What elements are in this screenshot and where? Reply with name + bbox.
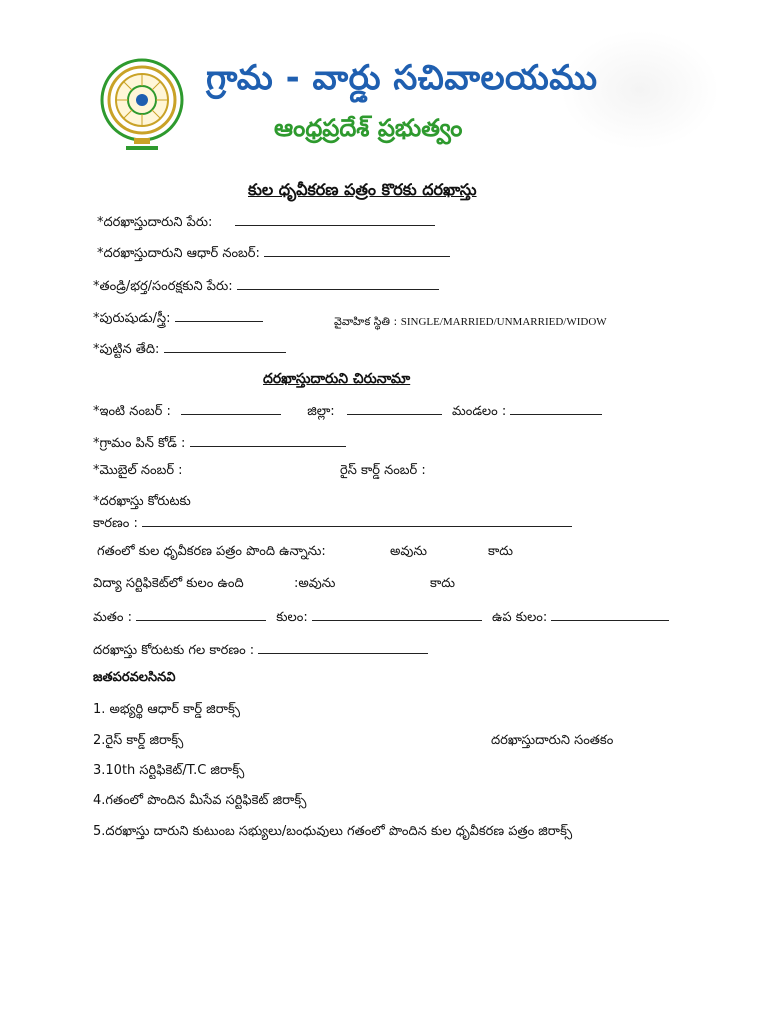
guardian-label: *తండ్రి/భర్త/సంరక్షకుని పేరు: [93, 279, 233, 294]
reason-for-request-field[interactable] [258, 641, 428, 654]
reason-label-line1: *దరఖాస్తు కోరుటకు [93, 494, 191, 509]
caste-field[interactable] [312, 608, 482, 621]
subcaste-field[interactable] [551, 608, 669, 621]
study-cert-no[interactable]: కాదు [430, 576, 455, 591]
applicant-signature-label: దరఖాస్తుదారుని సంతకం [491, 733, 614, 748]
house-district-mandal-row [93, 402, 602, 422]
applicant-name-label: *దరఖాస్తుదారుని పేరు: [97, 215, 213, 230]
aadhaar-label: *దరఖాస్తుదారుని ఆధార్ నంబర్: [97, 246, 260, 261]
religion-caste-row [93, 608, 669, 628]
house-no-field[interactable] [181, 402, 281, 415]
guardian-row [93, 277, 439, 297]
study-cert-label: విద్యా సర్టిఫికెట్‌లో కులం ఉంది [93, 576, 244, 591]
reason-field[interactable] [142, 514, 572, 527]
marital-status-label: వైవాహిక స్థితి : [334, 315, 398, 328]
mobile-label[interactable]: *మొబైల్ నంబర్ : [93, 463, 183, 478]
applicant-name-field[interactable] [235, 213, 435, 226]
applicant-name-row [97, 213, 435, 233]
form-heading: కుల ధృవీకరణ పత్రం కొరకు దరఖాస్తు [248, 180, 477, 199]
enclosure-item: 2.రైస్ కార్డ్ జిరాక్స్ [93, 733, 184, 748]
district-field[interactable] [347, 402, 442, 415]
gender-label: *పురుషుడు/స్త్రీ: [93, 311, 171, 326]
previous-cert-no[interactable]: కాదు [488, 544, 513, 559]
marital-status-row [334, 315, 607, 331]
village-pin-field[interactable] [190, 434, 346, 447]
reason-row [93, 514, 572, 534]
ap-emblem-icon [100, 54, 184, 158]
dob-row [93, 340, 286, 360]
form-header [94, 44, 598, 164]
reason-for-request-label: దరఖాస్తు కోరుటకు గల కారణం : [93, 643, 255, 658]
subcaste-label: ఉప కులం: [492, 610, 548, 625]
village-pin-row [93, 434, 346, 454]
guardian-field[interactable] [237, 277, 439, 290]
aadhaar-row [97, 244, 450, 264]
study-cert-yes[interactable]: :అవును [294, 576, 336, 591]
aadhaar-field[interactable] [264, 244, 450, 257]
mandal-label: మండలం : [451, 404, 507, 419]
ration-card-label[interactable]: రైస్ కార్డ్ నంబర్ : [340, 463, 426, 478]
enclosure-item: 1. అభ్యర్థి ఆధార్ కార్డ్ జిరాక్స్ [93, 702, 241, 717]
enclosures-heading: జతపరవలసినవి [93, 670, 176, 685]
religion-label: మతం : [93, 610, 132, 625]
government-title: ఆంధ్రప్రదేశ్ ప్రభుత్వం [274, 114, 463, 142]
caste-label: కులం: [276, 610, 308, 625]
reason-for-request-row [93, 641, 428, 661]
address-heading: దరఖాస్తుదారుని చిరునామా [263, 371, 411, 387]
enclosure-item: 5.దరఖాస్తు దారుని కుటుంబ సభ్యులు/బంధువులు గతంలో పొందిన కుల ధృవీకరణ పత్రం జిరాక్స్ [93, 824, 573, 839]
dob-field[interactable] [164, 340, 286, 353]
reason-label-line2: కారణం : [93, 516, 138, 531]
office-title: గ్రామ - వార్డు సచివాలయము [206, 58, 598, 98]
house-no-label: *ఇంటి నంబర్ : [93, 404, 171, 419]
village-pin-label: *గ్రామం పిన్ కోడ్ : [93, 436, 186, 451]
previous-cert-yes[interactable]: అవును [390, 544, 427, 559]
district-label: జిల్లా: [307, 404, 335, 419]
previous-cert-label: గతంలో కుల ధృవీకరణ పత్రం పొంది ఉన్నాను: [97, 544, 326, 559]
enclosure-item: 4.గతంలో పొందిన మీసేవ సర్టిఫికెట్ జిరాక్స్ [93, 793, 307, 808]
dob-label: *పుట్టిన తేది: [93, 342, 160, 357]
mandal-field[interactable] [510, 402, 602, 415]
enclosure-item: 3.10th సర్టిఫికెట్/T.C జిరాక్స్ [93, 763, 245, 778]
gender-field[interactable] [175, 309, 263, 322]
religion-field[interactable] [136, 608, 266, 621]
gender-row [93, 309, 263, 329]
marital-status-options[interactable]: SINGLE/MARRIED/UNMARRIED/WIDOW [400, 316, 607, 328]
